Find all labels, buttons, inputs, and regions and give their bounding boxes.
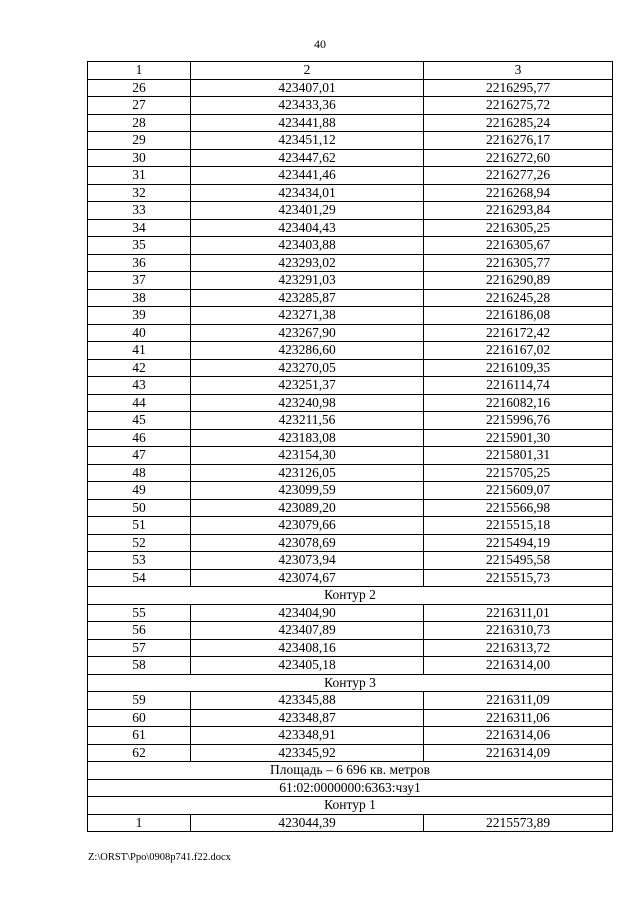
y-coordinate-cell: 2216311,09: [424, 692, 613, 710]
table-row: [88, 447, 613, 465]
header-cell-y: 3: [424, 62, 613, 80]
point-number-cell: 27: [88, 97, 191, 115]
table-row: [88, 814, 613, 832]
x-coordinate-cell: 423404,43: [191, 219, 424, 237]
y-coordinate-cell: 2216082,16: [424, 394, 613, 412]
y-coordinate-cell: 2216245,28: [424, 289, 613, 307]
y-coordinate-cell: 2216275,72: [424, 97, 613, 115]
x-coordinate-cell: 423345,92: [191, 744, 424, 762]
header-cell-x: 2: [191, 62, 424, 80]
x-coordinate-cell: 423286,60: [191, 342, 424, 360]
table-row: [88, 289, 613, 307]
y-coordinate-cell: 2216314,00: [424, 657, 613, 675]
x-coordinate-cell: 423099,59: [191, 482, 424, 500]
y-coordinate-cell: 2216277,26: [424, 167, 613, 185]
table-row: [88, 604, 613, 622]
table-row: [88, 499, 613, 517]
point-number-cell: 31: [88, 167, 191, 185]
point-number-cell: 50: [88, 499, 191, 517]
y-coordinate-cell: 2216314,09: [424, 744, 613, 762]
table-row: [88, 97, 613, 115]
x-coordinate-cell: 423078,69: [191, 534, 424, 552]
point-number-cell: 26: [88, 79, 191, 97]
x-coordinate-cell: 423270,05: [191, 359, 424, 377]
y-coordinate-cell: 2215801,31: [424, 447, 613, 465]
point-number-cell: 28: [88, 114, 191, 132]
point-number-cell: 48: [88, 464, 191, 482]
y-coordinate-cell: 2216285,24: [424, 114, 613, 132]
point-number-cell: 56: [88, 622, 191, 640]
y-coordinate-cell: 2216172,42: [424, 324, 613, 342]
point-number-cell: 49: [88, 482, 191, 500]
table-row: [88, 692, 613, 710]
x-coordinate-cell: 423126,05: [191, 464, 424, 482]
y-coordinate-cell: 2216313,72: [424, 639, 613, 657]
table-section-row: [88, 797, 613, 815]
point-number-cell: 42: [88, 359, 191, 377]
table-row: [88, 657, 613, 675]
y-coordinate-cell: 2215901,30: [424, 429, 613, 447]
y-coordinate-cell: 2215609,07: [424, 482, 613, 500]
table-row: [88, 464, 613, 482]
table-row: [88, 517, 613, 535]
table-section-row: [88, 674, 613, 692]
table-row: [88, 394, 613, 412]
point-number-cell: 35: [88, 237, 191, 255]
point-number-cell: 47: [88, 447, 191, 465]
y-coordinate-cell: 2216114,74: [424, 377, 613, 395]
x-coordinate-cell: 423345,88: [191, 692, 424, 710]
table-row: [88, 324, 613, 342]
x-coordinate-cell: 423401,29: [191, 202, 424, 220]
point-number-cell: 57: [88, 639, 191, 657]
point-number-cell: 43: [88, 377, 191, 395]
x-coordinate-cell: 423044,39: [191, 814, 424, 832]
table-row: [88, 237, 613, 255]
table-row: [88, 167, 613, 185]
table-row: [88, 482, 613, 500]
point-number-cell: 62: [88, 744, 191, 762]
table-row: [88, 709, 613, 727]
y-coordinate-cell: 2216290,89: [424, 272, 613, 290]
point-number-cell: 55: [88, 604, 191, 622]
y-coordinate-cell: 2216314,06: [424, 727, 613, 745]
table-row: [88, 744, 613, 762]
y-coordinate-cell: 2216295,77: [424, 79, 613, 97]
point-number-cell: 58: [88, 657, 191, 675]
x-coordinate-cell: 423433,36: [191, 97, 424, 115]
y-coordinate-cell: 2215494,19: [424, 534, 613, 552]
section-label: Площадь – 6 696 кв. метров: [88, 762, 613, 780]
section-label: 61:02:0000000:6363:чзу1: [88, 779, 613, 797]
point-number-cell: 61: [88, 727, 191, 745]
table-header-row: [88, 62, 613, 80]
y-coordinate-cell: 2216293,84: [424, 202, 613, 220]
table-row: [88, 622, 613, 640]
y-coordinate-cell: 2216305,67: [424, 237, 613, 255]
point-number-cell: 41: [88, 342, 191, 360]
y-coordinate-cell: 2215515,73: [424, 569, 613, 587]
x-coordinate-cell: 423348,87: [191, 709, 424, 727]
x-coordinate-cell: 423407,01: [191, 79, 424, 97]
point-number-cell: 44: [88, 394, 191, 412]
point-number-cell: 40: [88, 324, 191, 342]
x-coordinate-cell: 423405,18: [191, 657, 424, 675]
section-label: Контур 2: [88, 587, 613, 605]
y-coordinate-cell: 2215996,76: [424, 412, 613, 430]
table-body: [88, 79, 613, 832]
table-section-row: [88, 587, 613, 605]
table-row: [88, 307, 613, 325]
point-number-cell: 46: [88, 429, 191, 447]
x-coordinate-cell: 423089,20: [191, 499, 424, 517]
table-row: [88, 639, 613, 657]
point-number-cell: 51: [88, 517, 191, 535]
point-number-cell: 52: [88, 534, 191, 552]
point-number-cell: 60: [88, 709, 191, 727]
y-coordinate-cell: 2216276,17: [424, 132, 613, 150]
table-row: [88, 342, 613, 360]
x-coordinate-cell: 423348,91: [191, 727, 424, 745]
x-coordinate-cell: 423183,08: [191, 429, 424, 447]
table-row: [88, 132, 613, 150]
x-coordinate-cell: 423408,16: [191, 639, 424, 657]
x-coordinate-cell: 423441,46: [191, 167, 424, 185]
x-coordinate-cell: 423271,38: [191, 307, 424, 325]
y-coordinate-cell: 2216311,01: [424, 604, 613, 622]
point-number-cell: 53: [88, 552, 191, 570]
header-cell-number: 1: [88, 62, 191, 80]
x-coordinate-cell: 423074,67: [191, 569, 424, 587]
x-coordinate-cell: 423291,03: [191, 272, 424, 290]
y-coordinate-cell: 2215566,98: [424, 499, 613, 517]
y-coordinate-cell: 2215705,25: [424, 464, 613, 482]
table-row: [88, 534, 613, 552]
x-coordinate-cell: 423073,94: [191, 552, 424, 570]
x-coordinate-cell: 423079,66: [191, 517, 424, 535]
point-number-cell: 34: [88, 219, 191, 237]
y-coordinate-cell: 2215515,18: [424, 517, 613, 535]
x-coordinate-cell: 423251,37: [191, 377, 424, 395]
point-number-cell: 30: [88, 149, 191, 167]
point-number-cell: 38: [88, 289, 191, 307]
table-section-row: [88, 779, 613, 797]
table-row: [88, 359, 613, 377]
table-row: [88, 254, 613, 272]
x-coordinate-cell: 423451,12: [191, 132, 424, 150]
table-row: [88, 202, 613, 220]
x-coordinate-cell: 423407,89: [191, 622, 424, 640]
coordinates-table: [87, 61, 613, 832]
y-coordinate-cell: 2216305,77: [424, 254, 613, 272]
y-coordinate-cell: 2215495,58: [424, 552, 613, 570]
y-coordinate-cell: 2216109,35: [424, 359, 613, 377]
x-coordinate-cell: 423240,98: [191, 394, 424, 412]
table-section-row: [88, 762, 613, 780]
table-row: [88, 219, 613, 237]
x-coordinate-cell: 423441,88: [191, 114, 424, 132]
footer-file-path: Z:\ORST\Ppo\0908p741.f22.docx: [88, 852, 231, 863]
y-coordinate-cell: 2216186,08: [424, 307, 613, 325]
x-coordinate-cell: 423403,88: [191, 237, 424, 255]
point-number-cell: 37: [88, 272, 191, 290]
point-number-cell: 29: [88, 132, 191, 150]
y-coordinate-cell: 2216272,60: [424, 149, 613, 167]
point-number-cell: 39: [88, 307, 191, 325]
y-coordinate-cell: 2216310,73: [424, 622, 613, 640]
table-row: [88, 412, 613, 430]
table-row: [88, 552, 613, 570]
point-number-cell: 32: [88, 184, 191, 202]
page-number: 40: [314, 37, 326, 51]
y-coordinate-cell: 2216311,06: [424, 709, 613, 727]
y-coordinate-cell: 2216268,94: [424, 184, 613, 202]
table-row: [88, 272, 613, 290]
x-coordinate-cell: 423154,30: [191, 447, 424, 465]
point-number-cell: 33: [88, 202, 191, 220]
point-number-cell: 1: [88, 814, 191, 832]
x-coordinate-cell: 423447,62: [191, 149, 424, 167]
x-coordinate-cell: 423211,56: [191, 412, 424, 430]
x-coordinate-cell: 423285,87: [191, 289, 424, 307]
y-coordinate-cell: 2215573,89: [424, 814, 613, 832]
x-coordinate-cell: 423293,02: [191, 254, 424, 272]
table-row: [88, 377, 613, 395]
x-coordinate-cell: 423434,01: [191, 184, 424, 202]
table-row: [88, 727, 613, 745]
point-number-cell: 36: [88, 254, 191, 272]
table-row: [88, 429, 613, 447]
table-row: [88, 569, 613, 587]
x-coordinate-cell: 423267,90: [191, 324, 424, 342]
section-label: Контур 1: [88, 797, 613, 815]
y-coordinate-cell: 2216305,25: [424, 219, 613, 237]
x-coordinate-cell: 423404,90: [191, 604, 424, 622]
table-row: [88, 114, 613, 132]
point-number-cell: 45: [88, 412, 191, 430]
table-row: [88, 149, 613, 167]
y-coordinate-cell: 2216167,02: [424, 342, 613, 360]
table-row: [88, 79, 613, 97]
section-label: Контур 3: [88, 674, 613, 692]
point-number-cell: 59: [88, 692, 191, 710]
table-row: [88, 184, 613, 202]
point-number-cell: 54: [88, 569, 191, 587]
